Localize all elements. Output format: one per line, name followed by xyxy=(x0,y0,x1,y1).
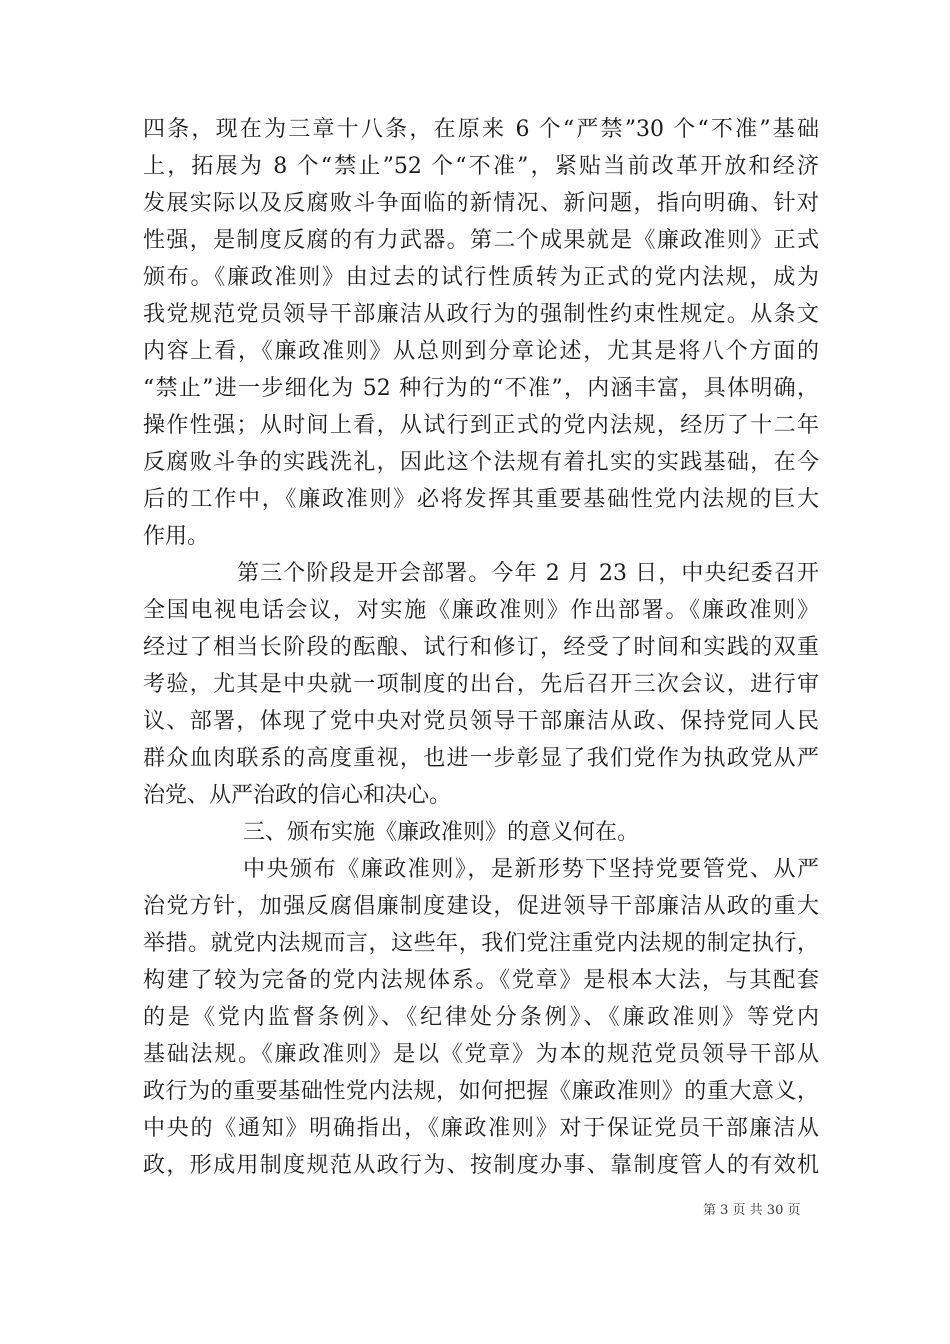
text-line: 操作性强；从时间上看，从试行到正式的党内法规，经历了十二年 xyxy=(143,413,819,438)
paragraph-start-line: 第三个阶段是开会部署。今年 2 月 23 日，中央纪委召开 xyxy=(237,561,819,586)
text-line: 全国电视电话会议，对实施《廉政准则》作出部署。《廉政准则》 xyxy=(143,598,819,623)
text-line: “禁止”进一步细化为 52 种行为的“不准”，内涵丰富，具体明确， xyxy=(143,376,819,401)
text-line: 基础法规。《廉政准则》是以《党章》为本的规范党员领导干部从 xyxy=(143,1042,819,1067)
text-line: 后的工作中，《廉政准则》必将发挥其重要基础性党内法规的巨大 xyxy=(143,487,819,512)
text-line: 政行为的重要基础性党内法规，如何把握《廉政准则》的重大意义， xyxy=(143,1079,819,1104)
text-line: 群众血肉联系的高度重视，也进一步彰显了我们党作为执政党从严 xyxy=(143,746,819,771)
text-line: 四条，现在为三章十八条，在原来 6 个“严禁”30 个“不准”基础 xyxy=(143,117,819,142)
text-line: 反腐败斗争的实践洗礼，因此这个法规有着扎实的实践基础，在今 xyxy=(143,450,819,475)
text-line: 上，拓展为 8 个“禁止”52 个“不准”，紧贴当前改革开放和经济 xyxy=(143,154,819,179)
page-number: 第 3 页 共 30 页 xyxy=(703,1203,801,1218)
text-line: 治党方针，加强反腐倡廉制度建设，促进领导干部廉洁从政的重大 xyxy=(143,894,819,919)
text-line: 经过了相当长阶段的酝酿、试行和修订，经受了时间和实践的双重 xyxy=(143,635,819,660)
text-line: 性强，是制度反腐的有力武器。第二个成果就是《廉政准则》正式 xyxy=(143,228,819,253)
text-line: 议、部署，体现了党中央对党员领导干部廉洁从政、保持党同人民 xyxy=(143,709,819,734)
text-line: 举措。就党内法规而言，这些年，我们党注重党内法规的制定执行， xyxy=(143,931,819,956)
paragraph-start-line: 中央颁布《廉政准则》，是新形势下坚持党要管党、从严 xyxy=(243,857,819,882)
text-line: 政，形成用制度规范从政行为、按制度办事、靠制度管人的有效机 xyxy=(143,1153,819,1178)
text-line: 作用。 xyxy=(143,524,210,549)
text-line: 颁布。《廉政准则》由过去的试行性质转为正式的党内法规，成为 xyxy=(143,265,819,290)
text-line: 内容上看，《廉政准则》从总则到分章论述，尤其是将八个方面的 xyxy=(143,339,819,364)
text-line: 的是《党内监督条例》、《纪律处分条例》、《廉政准则》等党内 xyxy=(143,1005,819,1030)
section-heading: 三、颁布实施《廉政准则》的意义何在。 xyxy=(243,820,640,845)
text-line: 我党规范党员领导干部廉洁从政行为的强制性约束性规定。从条文 xyxy=(143,302,819,327)
text-line: 考验，尤其是中央就一项制度的出台，先后召开三次会议，进行审 xyxy=(143,672,819,697)
text-line: 发展实际以及反腐败斗争面临的新情况、新问题，指向明确、针对 xyxy=(143,191,819,216)
text-line: 中央的《通知》明确指出，《廉政准则》对于保证党员干部廉洁从 xyxy=(143,1116,819,1141)
text-line: 构建了较为完备的党内法规体系。《党章》是根本大法，与其配套 xyxy=(143,968,819,993)
text-line: 治党、从严治政的信心和决心。 xyxy=(143,783,452,808)
body-text xyxy=(143,111,819,1184)
